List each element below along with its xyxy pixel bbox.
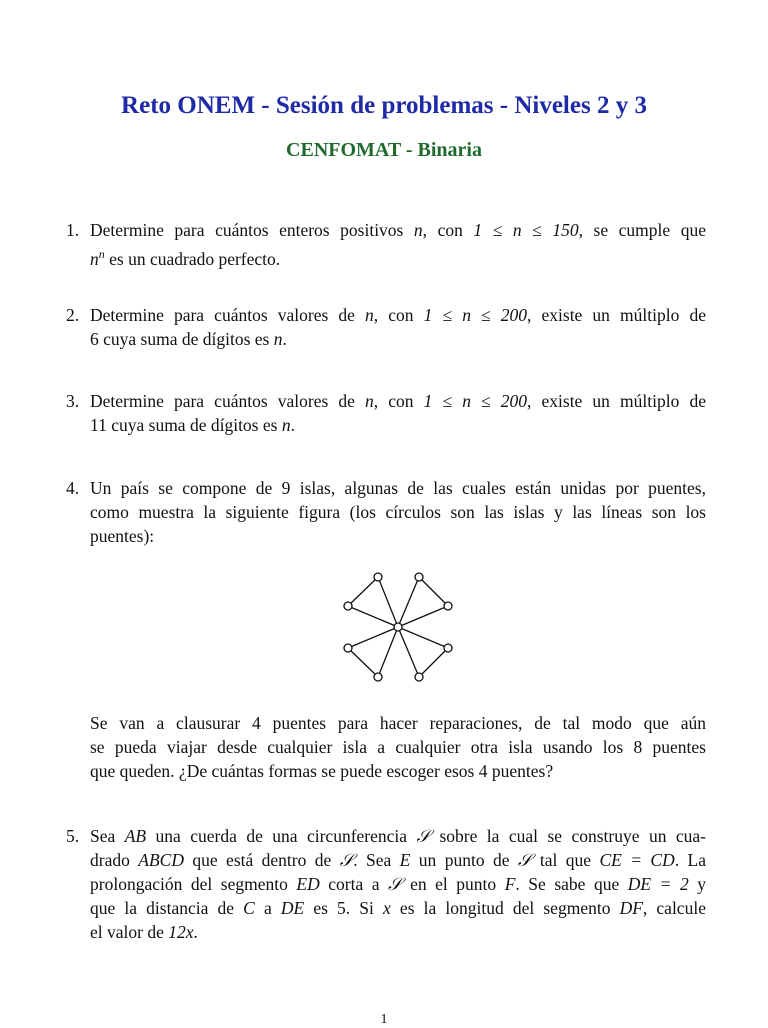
text-run: . Se sabe que <box>515 874 628 894</box>
math-expr: 12x <box>168 922 194 942</box>
math-expr: 𝒮 <box>517 850 532 870</box>
problem-text <box>90 824 706 944</box>
math-expr: x <box>383 898 391 918</box>
text-run: Determine para cuántos valores de <box>90 391 366 411</box>
text-run: . Sea <box>353 850 400 870</box>
text-line <box>90 327 706 351</box>
text-run: y <box>688 874 706 894</box>
problem-number: 4. <box>66 478 80 498</box>
problem-number: 2. <box>66 305 80 325</box>
math-expr: n <box>281 415 291 435</box>
page-number: 1 <box>380 1012 388 1027</box>
text-run: sobre la cual se construye un cua- <box>430 826 706 846</box>
math-expr: ED <box>296 874 320 894</box>
math-expr: ABCD <box>138 850 184 870</box>
text-line <box>90 500 706 524</box>
text-run: el valor de <box>90 922 169 942</box>
problem-text <box>90 476 706 548</box>
text-line <box>90 735 706 759</box>
page-subtitle: CENFOMAT - Binaria <box>286 139 482 161</box>
text-run: . <box>193 922 198 942</box>
math-expr: AB <box>124 826 147 846</box>
island-node <box>415 573 423 581</box>
text-run: , se cumple que <box>578 220 706 240</box>
text-run: es un cuadrado perfecto. <box>104 248 281 269</box>
text-line <box>90 218 706 242</box>
text-line <box>90 242 706 271</box>
text-run: que queden. ¿De cuántas formas se puede escoger esos 4 puentes? <box>90 761 554 781</box>
problem-5 <box>66 824 706 944</box>
bridge-edge <box>348 648 378 677</box>
text-run: Se van a clausurar 4 puentes para hacer reparaciones, de tal modo que aún <box>90 713 706 733</box>
text-line <box>90 524 706 548</box>
bridge-edge <box>419 648 448 677</box>
text-line <box>90 413 706 437</box>
text-run: puentes): <box>90 526 155 546</box>
problem-number: 1. <box>66 220 80 240</box>
math-expr: 𝒮 <box>388 874 402 894</box>
text-line <box>90 759 706 783</box>
math-expr: n <box>365 305 374 325</box>
math-expr: n <box>413 220 423 240</box>
text-run: Un país se compone de 9 islas, algunas de las cuales están unidas por puentes, <box>90 478 706 498</box>
island-node <box>344 602 352 610</box>
text-run: una cuerda de una circunferencia <box>146 826 417 846</box>
text-run: , existe un múltiplo de <box>527 391 706 411</box>
problem-text <box>90 218 706 271</box>
island-node <box>394 623 402 631</box>
text-run: en el punto <box>401 874 505 894</box>
problem-2 <box>66 303 706 351</box>
math-expr: 1 ≤ n ≤ 200 <box>423 391 528 411</box>
math-expr: 1 ≤ n ≤ 200 <box>423 305 528 325</box>
text-run: a <box>254 898 281 918</box>
text-run: es 5. Si <box>304 898 384 918</box>
text-run: que la distancia de <box>90 898 244 918</box>
text-run: drado <box>90 850 139 870</box>
math-expr: F <box>504 874 516 894</box>
island-node <box>415 673 423 681</box>
text-run: , existe un múltiplo de <box>527 305 706 325</box>
text-run: , con <box>373 305 424 325</box>
island-node <box>344 644 352 652</box>
island-node <box>374 673 382 681</box>
text-run: es la longitud del segmento <box>390 898 620 918</box>
text-run: tal que <box>531 850 600 870</box>
math-expr: CE = CD <box>599 850 675 870</box>
math-expr: DE = 2 <box>627 874 689 894</box>
math-superscript: n <box>98 247 105 261</box>
problem-number: 3. <box>66 391 80 411</box>
text-run: , con <box>373 391 424 411</box>
text-run: 11 cuya suma de dígitos es <box>90 415 282 435</box>
text-line <box>90 920 706 944</box>
text-run: Sea <box>90 826 125 846</box>
text-run: corta a <box>319 874 389 894</box>
text-run: . <box>282 329 287 349</box>
math-expr: $n^n$ <box>90 247 105 269</box>
text-line <box>90 476 706 500</box>
text-run: Determine para cuántos enteros positivos <box>90 220 414 240</box>
math-expr: n <box>273 329 283 349</box>
text-run: , calcule <box>642 898 706 918</box>
text-line <box>90 711 706 735</box>
math-expr: C <box>243 898 255 918</box>
math-expr: 𝒮 <box>339 850 354 870</box>
text-run: se pueda viajar desde cualquier isla a cualquier otra isla usando los 8 puentes <box>90 737 706 757</box>
math-expr: E <box>399 850 411 870</box>
text-line <box>90 389 706 413</box>
island-node <box>444 602 452 610</box>
text-run: como muestra la siguiente figura (los círculos son las islas y las líneas son los <box>90 502 706 522</box>
island-node <box>444 644 452 652</box>
problem-4 <box>66 476 706 548</box>
math-expr: n <box>365 391 374 411</box>
math-expr: 1 ≤ n ≤ 150 <box>473 220 579 240</box>
text-line <box>90 896 706 920</box>
problem-1 <box>66 218 706 271</box>
math-expr: 𝒮 <box>416 826 431 846</box>
text-line <box>90 824 706 848</box>
text-run: 6 cuya suma de dígitos es <box>90 329 274 349</box>
text-run: , con <box>422 220 474 240</box>
islands-bridges-figure <box>338 570 458 685</box>
bridge-edge <box>419 577 448 606</box>
text-run: . <box>290 415 295 435</box>
island-node <box>374 573 382 581</box>
bridge-edge <box>348 577 378 606</box>
text-line <box>90 848 706 872</box>
problem-number: 5. <box>66 826 80 846</box>
text-run: que está dentro de <box>183 850 340 870</box>
math-expr: DE <box>280 898 305 918</box>
page-title: Reto ONEM - Sesión de problemas - Niveles 2 y 3 <box>121 92 647 119</box>
text-line <box>90 872 706 896</box>
text-run: . La <box>674 850 706 870</box>
text-run: un punto de <box>410 850 518 870</box>
text-line <box>90 303 706 327</box>
text-run: prolongación del segmento <box>90 874 297 894</box>
math-expr: DF <box>619 898 643 918</box>
problem-3 <box>66 389 706 437</box>
problem-4-continuation <box>90 711 706 783</box>
problem-text <box>90 389 706 437</box>
text-run: Determine para cuántos valores de <box>90 305 366 325</box>
problem-text <box>90 303 706 351</box>
